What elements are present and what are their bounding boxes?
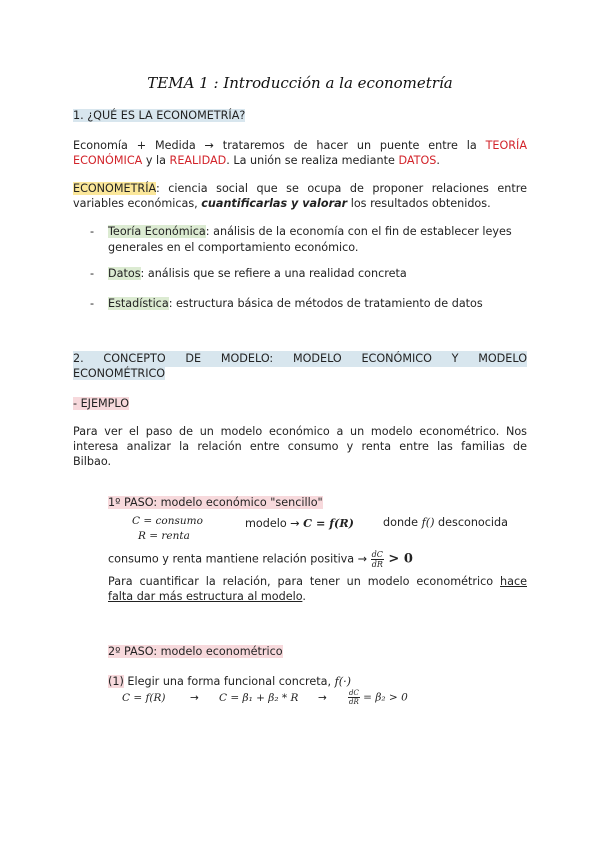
intro-line2: interesa analizar la relación entre consumo y renta entre las familias de (73, 440, 527, 453)
item-text: Elegir una forma funcional concreta, (123, 675, 335, 688)
example-label (73, 396, 129, 412)
relation-line (108, 550, 413, 569)
arrow-icon: → (318, 692, 327, 704)
step1-heading (108, 495, 323, 511)
fraction-denominator: dR (371, 560, 383, 569)
bullet-term: Datos (108, 267, 141, 280)
bullet-text: : estructura básica de métodos de tratamiento de datos (168, 297, 483, 310)
datos-keyword: DATOS (398, 154, 437, 167)
step2-eq3 (348, 689, 408, 706)
model-label: modelo → (245, 517, 304, 530)
econometria-term: ECONOMETRÍA (73, 182, 156, 195)
para2-emphasis: cuantificarlas y valorar (201, 197, 348, 210)
item-number: (1) (108, 675, 124, 688)
quantify-line2 (108, 589, 306, 605)
fraction-numerator: dC (349, 689, 359, 697)
para2-line2 (73, 196, 491, 212)
para1-line2 (73, 153, 440, 169)
bullet-text-cont: generales en el comportamiento económico. (108, 241, 359, 254)
unknown-label: donde (383, 516, 422, 529)
bullet-estadistica (90, 296, 483, 312)
para1-period: . (436, 154, 440, 167)
intro-line1: Para ver el paso de un modelo económico a un modelo econométrico. Nos (73, 425, 527, 438)
intro-line3: Bilbao. (73, 455, 112, 468)
economica-keyword: ECONÓMICA (73, 154, 143, 167)
bullet-datos (90, 266, 407, 282)
para1-connector: y la (142, 154, 170, 167)
teoria-keyword: TEORÍA (485, 139, 527, 152)
derivative-fraction (348, 689, 360, 706)
step2-eq1: C = f(R) (122, 692, 166, 704)
para2-line2-a: variables económicas, (73, 197, 202, 210)
model-statement (245, 515, 354, 532)
step2-eq2: C = β₁ + β₂ * R (219, 692, 299, 704)
relation-text: consumo y renta mantiene relación positiva → (108, 552, 371, 566)
arrow-icon: → (190, 692, 199, 704)
bullet-term: Teoría Económica (108, 225, 206, 238)
quantify-period: . (302, 590, 306, 603)
unknown-label-end: desconocida (434, 516, 508, 529)
para1-line1 (73, 138, 527, 154)
item-function: f(·) (334, 675, 352, 688)
para2-line2-c: los resultados obtenidos. (347, 197, 491, 210)
fraction-numerator: dC (371, 550, 383, 559)
step2-eq3-rest: = β₂ > 0 (359, 691, 408, 704)
bullet-dash: - (90, 225, 95, 238)
unknown-statement (383, 515, 508, 531)
unknown-function: f() (421, 516, 435, 529)
para2-line1-text: : ciencia social que se ocupa de proponer relaciones entre (155, 182, 527, 195)
realidad-keyword: REALIDAD (169, 154, 227, 167)
step1-heading-text: 1º PASO: modelo económico "sencillo" (108, 496, 323, 509)
quantify-underlined: hace (500, 575, 527, 588)
relation-inequality: > 0 (383, 551, 413, 567)
section2-heading-text-cont: ECONOMÉTRICO (73, 367, 166, 380)
step2-heading-text: 2º PASO: modelo econométrico (108, 645, 283, 658)
bullet-text: : análisis de la economía con el fin de establecer leyes (205, 225, 512, 238)
model-equation: C = f(R) (303, 516, 354, 530)
step2-item (108, 674, 351, 690)
def-renta: R = renta (138, 530, 190, 542)
quantify-text: Para cuantificar la relación, para tener un modelo econométrico (108, 575, 501, 588)
quantify-line1 (108, 574, 527, 590)
step2-heading (108, 644, 283, 660)
bullet-dash: - (90, 267, 95, 280)
derivative-fraction (371, 550, 384, 569)
section2-heading-line2 (73, 366, 165, 382)
def-consumo: C = consumo (132, 515, 203, 527)
bullet-dash: - (90, 297, 95, 310)
bullet-term: Estadística (108, 297, 169, 310)
section2-heading-line1 (73, 351, 527, 367)
section1-heading-text: 1. ¿QUÉ ES LA ECONOMETRÍA? (73, 109, 246, 122)
section2-heading-text: 2. CONCEPTO DE MODELO: MODELO ECONÓMICO Y MODELO (73, 352, 527, 365)
fraction-denominator: dR (349, 698, 359, 706)
document-title: TEMA 1 : Introducción a la econometría (147, 74, 453, 92)
para2-line1 (73, 181, 527, 197)
para1-union-text: . La unión se realiza mediante (226, 154, 399, 167)
bullet-text: : análisis que se refiere a una realidad concreta (140, 267, 407, 280)
quantify-underlined-cont: falta dar más estructura al modelo (108, 590, 303, 603)
example-label-text: - EJEMPLO (73, 397, 130, 410)
section1-heading (73, 108, 245, 124)
bullet-teoria (90, 224, 527, 256)
para1-line1-text: Economía + Medida → trataremos de hacer un puente entre la (73, 139, 477, 152)
